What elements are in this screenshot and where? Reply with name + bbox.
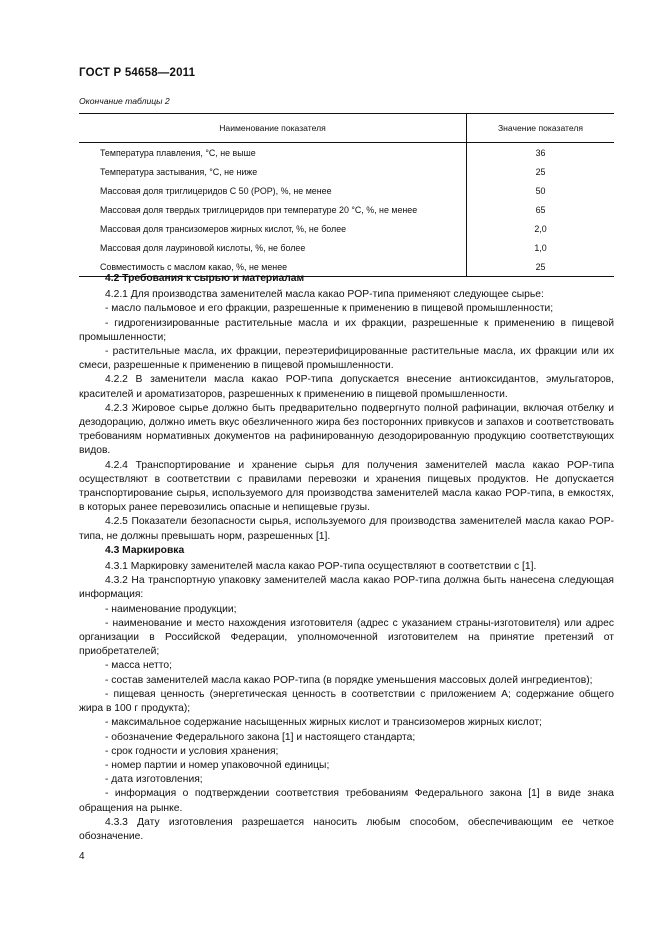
indicator-value: 36: [467, 143, 615, 163]
indicator-name: Температура застывания, °С, не ниже: [100, 166, 258, 177]
indicator-value: 2,0: [467, 219, 615, 238]
paragraph: - обозначение Федерального закона [1] и настоящего стандарта;: [105, 731, 416, 743]
indicators-table: [79, 113, 614, 277]
indicator-value: 25: [467, 257, 615, 277]
paragraph: - наименование и место нахождения изготовителя (адрес с указанием страны-изготовителя) или адрес организации в Российской Федерации, уполномоченной изготовителем на принятие претензий от приобретателей;: [79, 617, 614, 658]
paragraph: 4.3.1 Маркировку заменителей масла какао POP-типа осуществляют в соответствии с [1].: [105, 561, 537, 573]
section-heading: 4.3 Маркировка: [105, 544, 185, 556]
paragraph: - информация о подтверждении соответствия требованиям Федерального закона [1] в виде знака обращения на рынке.: [79, 788, 614, 814]
paragraph: 4.2.1 Для производства заменителей масла какао POP-типа применяют следующее сырье:: [105, 289, 544, 301]
indicator-value: 50: [467, 181, 615, 200]
table-row: [79, 200, 614, 219]
table-row: [79, 143, 614, 163]
table-row: [79, 181, 614, 200]
paragraph: - срок годности и условия хранения;: [105, 745, 279, 757]
paragraph: 4.2.5 Показатели безопасности сырья, используемого для производства заменителей масла какао POP-типа, не должны превышать норм, разрешенных [1].: [79, 516, 614, 542]
indicator-name: Массовая доля твердых триглицеридов при температуре 20 °С, %, не менее: [100, 204, 418, 215]
indicator-value: 65: [467, 200, 615, 219]
indicator-name: Массовая доля трансизомеров жирных кислот, %, не более: [100, 223, 347, 234]
table-header-row: [79, 114, 614, 143]
paragraph: - масло пальмовое и его фракции, разрешенные к применению в пищевой промышленности;: [105, 303, 554, 315]
paragraph: - состав заменителей масла какао POP-типа (в порядке уменьшения массовых долей ингредиентов);: [105, 674, 593, 686]
section-heading: 4.2 Требования к сырью и материалам: [105, 273, 305, 284]
paragraph: 4.3.3 Дату изготовления разрешается наносить любым способом, обеспечивающим ее четкое обозначение.: [79, 816, 614, 842]
indicator-value: 25: [467, 162, 615, 181]
paragraph: - пищевая ценность (энергетическая ценность в соответствии с приложением А; содержание общего жира в 100 г продукта);: [79, 688, 614, 715]
indicator-name: Совместимость с маслом какао, %, не менее: [79, 257, 467, 277]
main-text: [79, 272, 614, 844]
paragraph: - максимальное содержание насыщенных жирных кислот и трансизомеров жирных кислот;: [105, 717, 542, 729]
paragraph: 4.2.4 Транспортирование и хранение сырья для получения заменителей масла какао POP-типа осуществляют в соответствии с правилами перевозки и хранения пищевых продуктов. Не допускается транспортирование сырья, используемого для производства заменителей масла какао POP-типа, в емкостях, в которых ранее перевозились опасные и непищевые грузы.: [79, 459, 614, 514]
table-row: [79, 219, 614, 238]
indicator-value: 1,0: [467, 238, 615, 257]
column-header-value: Значение показателя: [467, 114, 615, 143]
paragraph: - наименование продукции;: [105, 603, 237, 615]
paragraph: - номер партии и номер упаковочной единицы;: [105, 759, 330, 771]
table-row: [79, 238, 614, 257]
paragraph: 4.3.2 На транспортную упаковку заменителей масла какао POP-типа должна быть нанесена следующая информация:: [79, 575, 614, 601]
page-number: 4: [79, 851, 85, 862]
column-header-name: Наименование показателя: [79, 114, 467, 143]
table-caption: Окончание таблицы 2: [79, 96, 170, 106]
paragraph: - растительные масла, их фракции, переэтерифицированные растительные масла, их фракции или их смеси, разрешенные к применению в пищевой промышленности.: [79, 346, 614, 372]
paragraph: - гидрогенизированные растительные масла и их фракции, разрешенные к применению в пищевой промышленности;: [79, 317, 614, 343]
paragraph: 4.2.2 В заменители масла какао POP-типа допускается внесение антиоксидантов, эмульгаторов, красителей и ароматизаторов, разрешенных к применению в пищевой промышленности.: [79, 374, 614, 400]
table-row: [79, 162, 614, 181]
paragraph: - дата изготовления;: [105, 774, 203, 786]
indicator-name: Температура плавления, °С, не выше: [100, 147, 256, 158]
paragraph: 4.2.3 Жировое сырье должно быть предварительно подвергнуто полной рафинации, включая отбелку и дезодорацию, должно иметь вкус обезличенного жира без посторонних привкусов и запахов и соответствовать требованиям нормативных документов на рафинированную дезодорированную продукцию соответствующих видов.: [79, 402, 614, 457]
document-header: ГОСТ Р 54658—2011: [79, 67, 196, 79]
indicator-name: Массовая доля лауриновой кислоты, %, не более: [100, 242, 306, 253]
indicator-name: Массовая доля триглицеридов С 50 (POP), %, не менее: [100, 185, 332, 196]
paragraph: - масса нетто;: [105, 660, 172, 672]
